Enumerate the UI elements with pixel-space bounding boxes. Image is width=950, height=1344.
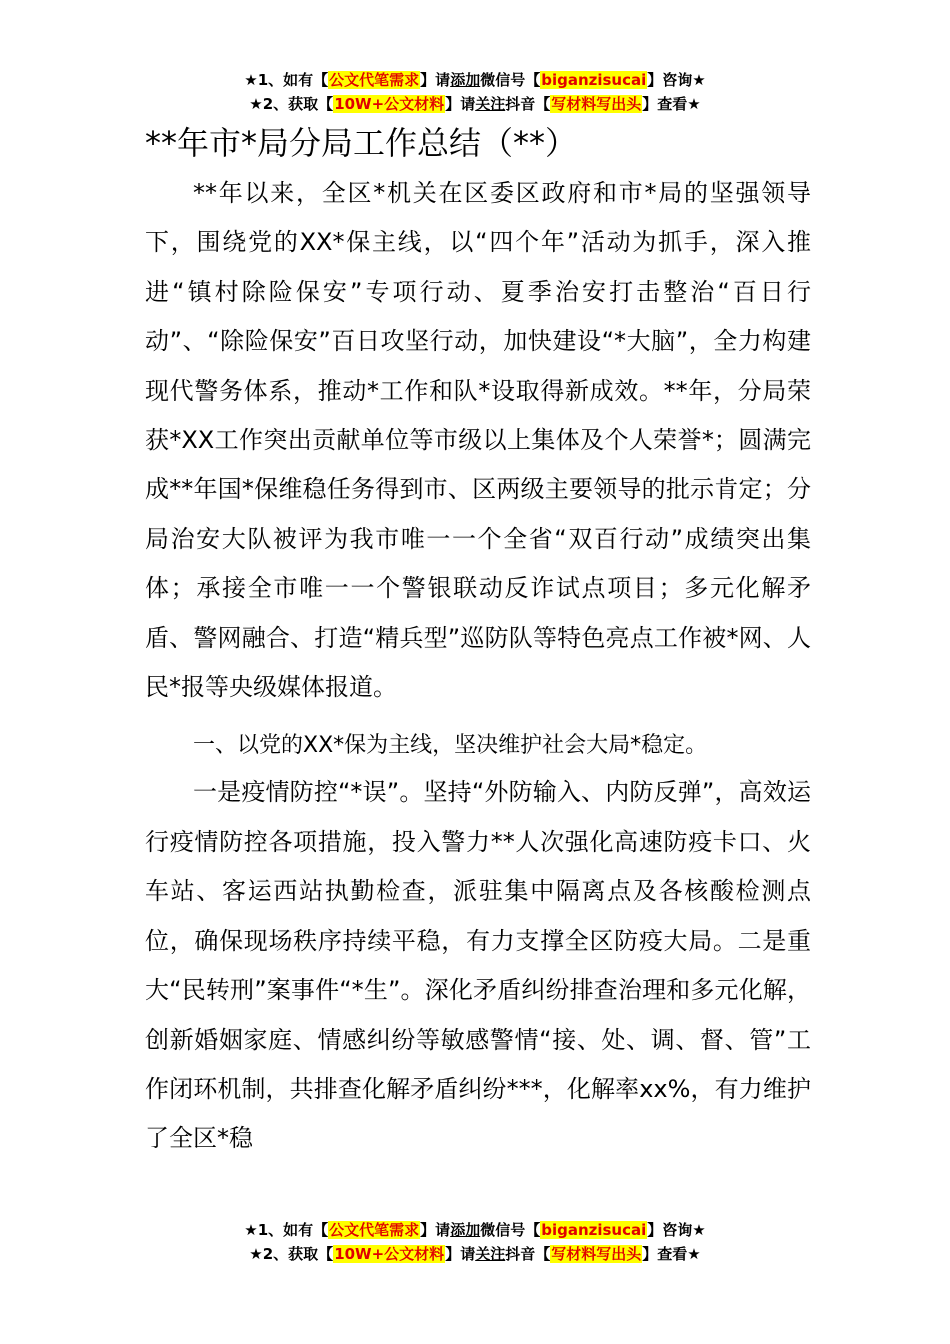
banner-underlined: 关注 — [475, 1245, 506, 1263]
banner-underlined: 添加 — [450, 1221, 481, 1239]
intro-paragraph: **年以来，全区*机关在区委区政府和市*局的坚强领导下，围绕党的XX*保主线，以“四个年”活动为抓手，深入推进“镇村除险保安”专项行动、夏季治安打击整治“百日行动”、“除险保安”百日攻坚行动，加快建设“*大脑”，全力构建现代警务体系，推动*工作和队*设取得新成效。**年，分局荣获*XX工作突出贡献单位等市级以上集体及个人荣誉*；圆满完成**年国*保维稳任务得到市、区两级主要领导的批示肯定；分局治安大队被评为我市唯一一个全省“双百行动”成绩突出集体；承接全市唯一一个警银联动反诈试点项目；多元化解矛盾、警网融合、打造“精兵型”巡防队等特色亮点工作被*网、人民*报等央级媒体报道。 — [145, 179, 811, 702]
banner-text: ★1、如有【 — [244, 1221, 329, 1239]
banner-highlight: 公文代笔需求 — [329, 71, 420, 89]
banner-highlight: 10W+公文材料 — [334, 95, 445, 113]
banner-highlight: 写材料写出头 — [551, 1245, 642, 1263]
banner-text: 】请 — [420, 71, 451, 89]
banner-text: 微信号【 — [480, 1221, 541, 1239]
banner-text: 】咨询★ — [647, 1221, 706, 1239]
banner-text: 】查看★ — [642, 1245, 701, 1263]
banner-line-1 — [0, 68, 950, 92]
banner-underlined: 关注 — [475, 95, 506, 113]
banner-text: 】请 — [445, 95, 476, 113]
banner-highlight: 写材料写出头 — [551, 95, 642, 113]
footer-banner — [0, 1218, 950, 1266]
banner-text: 】查看★ — [642, 95, 701, 113]
banner-text: 微信号【 — [480, 71, 541, 89]
section-heading: 一、以党的XX*保为主线，坚决维护社会大局*稳定。 — [193, 733, 708, 759]
banner-text: 】咨询★ — [647, 71, 706, 89]
banner-text: 】请 — [420, 1221, 451, 1239]
banner-underlined: 添加 — [450, 71, 481, 89]
document-body — [145, 169, 811, 1164]
banner-line-1 — [0, 1218, 950, 1242]
banner-text: ★2、获取【 — [249, 1245, 334, 1263]
banner-highlight: 公文代笔需求 — [329, 1221, 420, 1239]
header-banner — [0, 68, 950, 116]
banner-text: 】请 — [445, 1245, 476, 1263]
banner-text: 抖音【 — [505, 95, 551, 113]
document-title: **年市*局分局工作总结（**） — [145, 124, 578, 162]
banner-text: 抖音【 — [505, 1245, 551, 1263]
banner-highlight: biganzisucai — [541, 1221, 647, 1239]
banner-line-2 — [0, 92, 950, 116]
banner-line-2 — [0, 1242, 950, 1266]
banner-text: ★2、获取【 — [249, 95, 334, 113]
banner-highlight: biganzisucai — [541, 71, 647, 89]
banner-highlight: 10W+公文材料 — [334, 1245, 445, 1263]
banner-text: ★1、如有【 — [244, 71, 329, 89]
section-paragraph: 一是疫情防控“*误”。坚持“外防输入、内防反弹”，高效运行疫情防控各项措施，投入警力**人次强化高速防疫卡口、火车站、客运西站执勤检查，派驻集中隔离点及各核酸检测点位，确保现场秩序持续平稳，有力支撑全区防疫大局。二是重大“民转刑”案事件“*生”。深化矛盾纠纷排查治理和多元化解，创新婚姻家庭、情感纠纷等敏感警情“接、处、调、督、管”工作闭环机制，共排查化解矛盾纠纷***，化解率xx%，有力维护了全区*稳 — [145, 778, 811, 1153]
